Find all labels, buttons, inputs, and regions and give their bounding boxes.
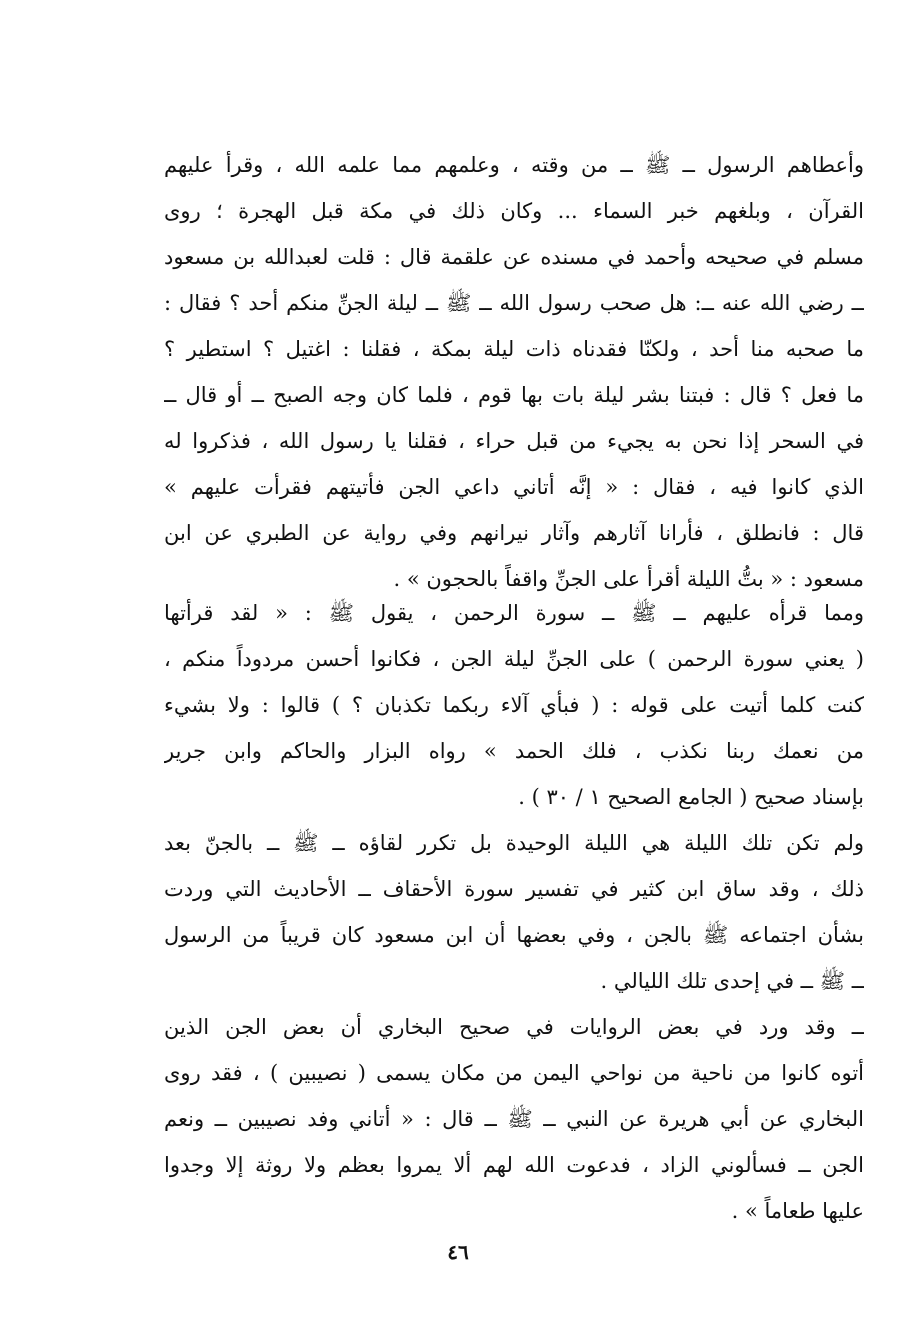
text-line: ــ رضي الله عنه ــ: هل صحب رسول الله ــ ﷺ ــ ليلة الجنِّ منكم أحد ؟ فقال :: [164, 291, 864, 315]
text-line: عليها طعاماً » .: [731, 1199, 864, 1223]
text-line: بشأن اجتماعه ﷺ بالجن ، وفي بعضها أن ابن مسعود كان قريباً من الرسول: [164, 923, 864, 947]
paragraph-4: [164, 1004, 864, 1234]
text-line: ( يعني سورة الرحمن ) على الجنِّ ليلة الجن ، فكانوا أحسن مردوداً منكم ،: [164, 647, 864, 671]
text-line: ما فعل ؟ قال : فبتنا بشر ليلة بات بها قوم ، فلما كان وجه الصبح ــ أو قال ــ: [164, 383, 864, 407]
text-line: ذلك ، وقد ساق ابن كثير في تفسير سورة الأحقاف ــ الأحاديث التي وردت: [164, 877, 864, 901]
text-line: من نعمك ربنا نكذب ، فلك الحمد » رواه البزار والحاكم وابن جرير: [164, 739, 864, 763]
text-line: وأعطاهم الرسول ــ ﷺ ــ من وقته ، وعلمهم مما علمه الله ، وقرأ عليهم: [164, 153, 864, 177]
text-line: ما صحبه منا أحد ، ولكنّا فقدناه ذات ليلة بمكة ، فقلنا : اغتيل ؟ استطير ؟: [164, 337, 864, 361]
text-line: الجن ــ فسألوني الزاد ، فدعوت الله لهم ألا يمروا بعظم ولا روثة إلا وجدوا: [164, 1153, 864, 1177]
text-line: في السحر إذا نحن به يجيء من قبل حراء ، فقلنا يا رسول الله ، فذكروا له: [164, 429, 864, 453]
text-line: القرآن ، وبلغهم خبر السماء ... وكان ذلك في مكة قبل الهجرة ؛ روى: [164, 199, 864, 223]
text-line: مسعود : « بتُّ الليلة أقرأ على الجنِّ واقفاً بالحجون » .: [393, 567, 864, 591]
text-line: ــ ﷺ ــ في إحدى تلك الليالي .: [600, 969, 864, 993]
text-line: بإسناد صحيح ( الجامع الصحيح ١ / ٣٠ ) .: [518, 785, 864, 809]
text-line: ومما قرأه عليهم ــ ﷺ ــ سورة الرحمن ، يقول ﷺ : « لقد قرأتها: [164, 601, 864, 625]
paragraph-2: [164, 590, 864, 820]
page-number: ٤٦: [447, 1240, 469, 1264]
text-line: ــ وقد ورد في بعض الروايات في صحيح البخاري أن بعض الجن الذين: [164, 1015, 864, 1039]
text-line: البخاري عن أبي هريرة عن النبي ــ ﷺ ــ قال : « أتاني وفد نصيبين ــ ونعم: [164, 1107, 864, 1131]
text-line: أتوه كانوا من ناحية من نواحي اليمن من مكان يسمى ( نصيبين ) ، فقد روى: [164, 1061, 864, 1085]
text-line: مسلم في صحيحه وأحمد في مسنده عن علقمة قال : قلت لعبدالله بن مسعود: [164, 245, 864, 269]
text-line: كنت كلما أتيت على قوله : ( فبأي آلاء ربكما تكذبان ؟ ) قالوا : ولا بشيء: [164, 693, 864, 717]
text-line: قال : فانطلق ، فأرانا آثارهم وآثار نيرانهم وفي رواية عن الطبري عن ابن: [164, 521, 864, 545]
text-line: الذي كانوا فيه ، فقال : « إنَّه أتاني داعي الجن فأتيتهم فقرأت عليهم »: [164, 475, 864, 499]
paragraph-3: [164, 820, 864, 1004]
text-line: ولم تكن تلك الليلة هي الليلة الوحيدة بل تكرر لقاؤه ــ ﷺ ــ بالجنّ بعد: [164, 831, 864, 855]
paragraph-1: [164, 142, 864, 602]
